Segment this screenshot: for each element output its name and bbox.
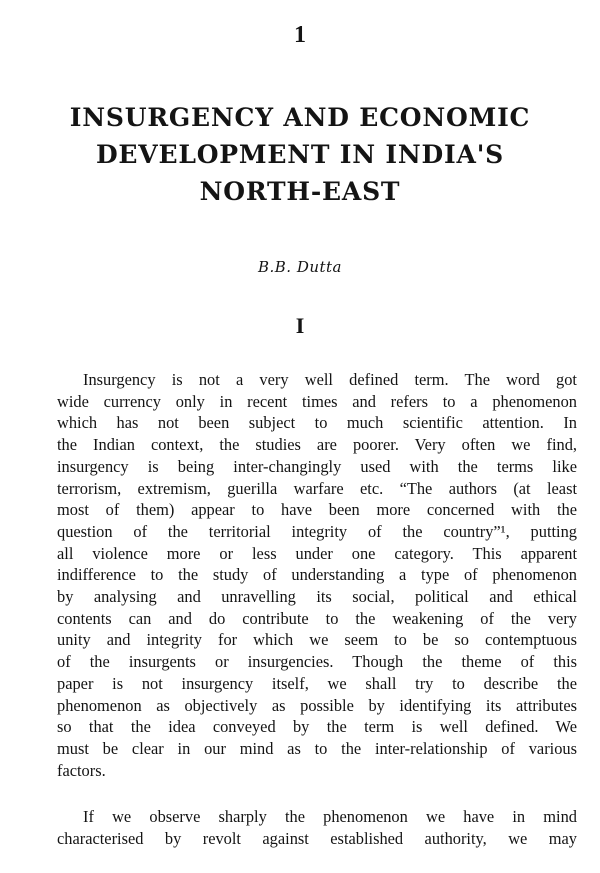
chapter-title	[0, 99, 600, 210]
author-name: B.B. Dutta	[257, 258, 343, 276]
text-line: the Indian context, the studies are poorer. Very often we find,	[57, 435, 577, 455]
text-line: characterised by revolt against established authority, we may	[57, 828, 577, 848]
text-line: which has not been subject to much scientific attention. In	[57, 413, 577, 433]
text-line: paper is not insurgency itself, we shall try to describe the	[57, 673, 577, 693]
text-line: all violence more or less under one category. This apparent	[57, 543, 577, 563]
text-line: wide currency only in recent times and refers to a phenomenon	[57, 391, 577, 411]
text-line: phenomenon as objectively as possible by identifying its attributes	[57, 695, 577, 715]
section-heading: I	[295, 313, 305, 338]
text-line: by analysing and unravelling its social, political and ethical	[57, 587, 577, 607]
text-line: most of them) appear to have been more concerned with the	[57, 500, 577, 520]
body-paragraph-1	[57, 369, 577, 781]
text-line: question of the territorial integrity of the country”¹, putting	[57, 521, 577, 541]
text-line: unity and integrity for which we seem to be so contemptuous	[57, 630, 577, 650]
title-line: DEVELOPMENT IN INDIA'S	[95, 140, 505, 169]
body-paragraph-2	[57, 806, 577, 849]
title-line: NORTH-EAST	[199, 177, 401, 206]
text-line: terrorism, extremism, guerilla warfare etc. “The authors (at least	[57, 478, 577, 498]
title-line: INSURGENCY AND ECONOMIC	[69, 103, 531, 132]
text-line: Insurgency is not a very well defined term. The word got	[83, 370, 577, 389]
text-line: insurgency is being inter-changingly used with the terms like	[57, 456, 577, 476]
text-line: so that the idea conveyed by the term is well defined. We	[57, 717, 577, 737]
text-line: factors.	[57, 760, 106, 780]
text-line: contents can and do contribute to the weakening of the very	[57, 608, 577, 628]
text-line: If we observe sharply the phenomenon we have in mind	[83, 807, 577, 826]
text-line: must be clear in our mind as to the inter-relationship of various	[57, 738, 577, 758]
text-line: indifference to the study of understanding a type of phenomenon	[57, 565, 577, 585]
text-line: of the insurgents or insurgencies. Though the theme of this	[57, 652, 577, 672]
chapter-number: 1	[294, 22, 306, 48]
